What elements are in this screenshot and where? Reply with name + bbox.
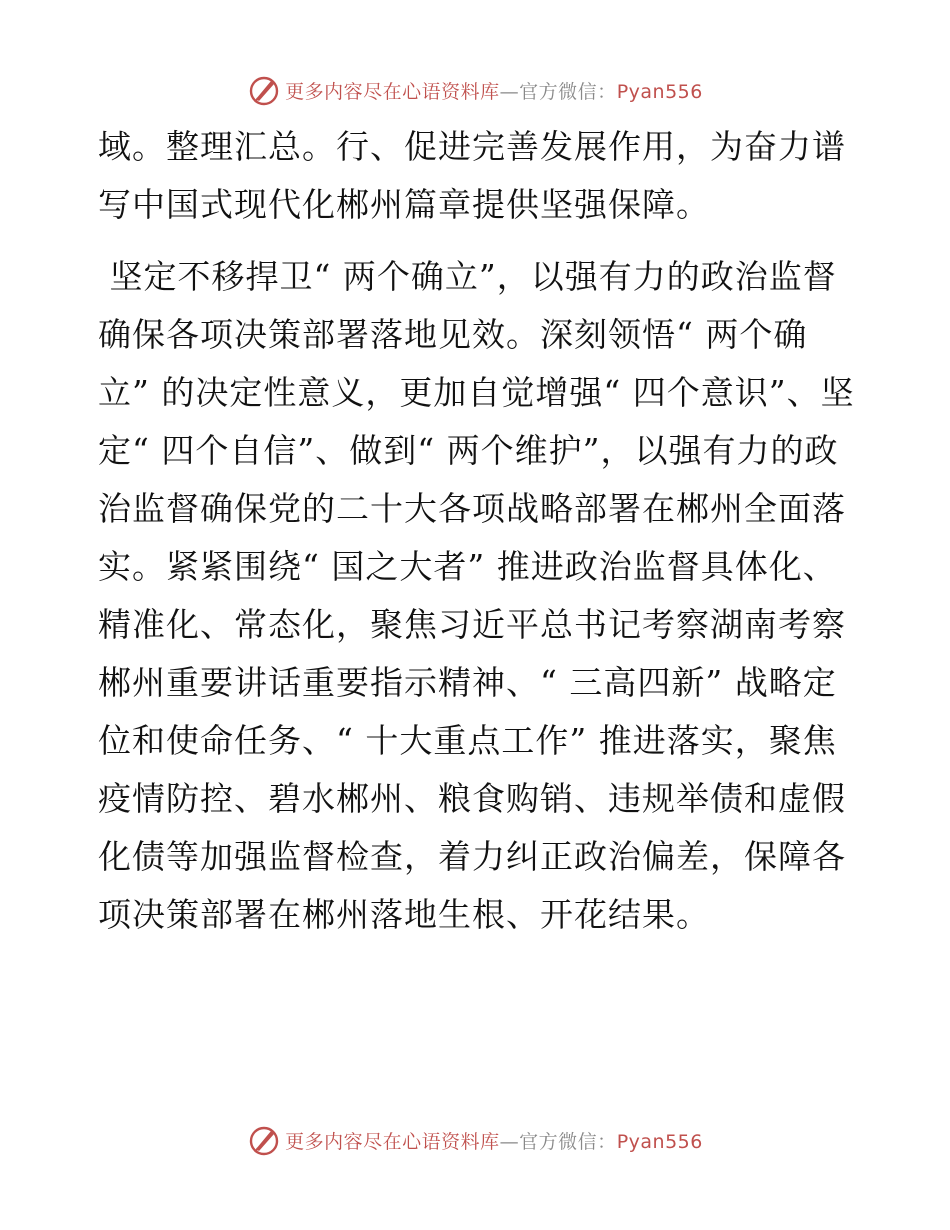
quill-pen-icon bbox=[247, 1123, 281, 1157]
header-watermark-banner bbox=[0, 72, 950, 108]
banner-suffix-label: 官方微信： bbox=[519, 80, 617, 103]
banner-separator: — bbox=[499, 1130, 520, 1153]
paragraph-2: 坚定不移捍卫“ 两个确立”，以强有力的政治监督确保各项决策部署落地见效。深刻领悟“ 两个确立” 的决定性意义，更加自觉增强“ 四个意识”、坚定“ 四个自信”、做到“ 两个维护”，以强有力的政治监督确保党的二十大各项战略部署在郴州全面落实。紧紧围绕“ 国之大者” 推进政治监督具体化、精准化、常态化，聚焦习近平总书记考察湖南考察郴州重要讲话重要指示精神、“ 三高四新” 战略定位和使命任务、“ 十大重点工作” 推进落实，聚焦疫情防控、碧水郴州、粮食购销、违规举债和虚假化债等加强监督检查，着力纠正政治偏差，保障各项决策部署在郴州落地生根、开花结果。 bbox=[98, 257, 855, 934]
paragraph-1: 域。整理汇总。行、促进完善发展作用，为奋力谱写中国式现代化郴州篇章提供坚强保障。 bbox=[98, 127, 846, 224]
banner-separator: — bbox=[499, 80, 520, 103]
quill-pen-icon bbox=[247, 73, 281, 107]
banner-text bbox=[285, 1127, 703, 1154]
banner-suffix-brand: Pyan556 bbox=[616, 1130, 703, 1153]
footer-watermark-banner bbox=[0, 1122, 950, 1158]
document-body bbox=[98, 118, 858, 944]
banner-suffix-label: 官方微信： bbox=[519, 1130, 617, 1153]
banner-text bbox=[285, 77, 703, 104]
banner-suffix-brand: Pyan556 bbox=[616, 80, 703, 103]
banner-main-text: 更多内容尽在心语资料库 bbox=[285, 1130, 500, 1153]
banner-main-text: 更多内容尽在心语资料库 bbox=[285, 80, 500, 103]
